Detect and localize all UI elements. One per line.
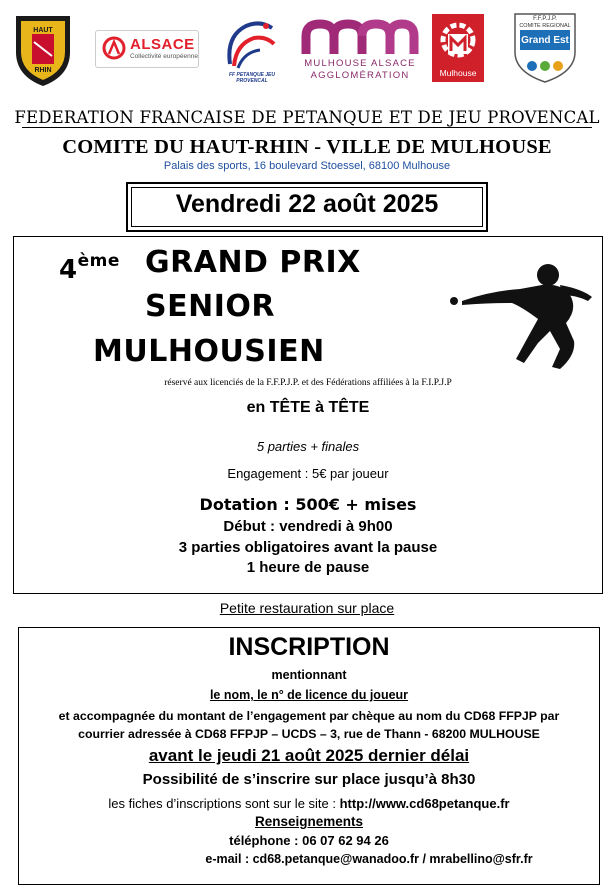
event-date: Vendredi 22 août 2025 [175, 190, 439, 218]
comite-title: COMITE DU HAUT-RHIN - VILLE DE MULHOUSE [62, 136, 552, 158]
registration-title: INSCRIPTION [228, 633, 390, 661]
break-duration: 1 heure de pause [246, 559, 370, 576]
registration-mentioning: mentionnant [271, 668, 347, 682]
alsace-subtitle: Collectivité européenne [130, 53, 198, 60]
petanque-player-icon [442, 245, 602, 375]
registration-mail-address: courrier adressée à CD68 FFPJP – UCDS – 3, rue de Thann - 68200 MULHOUSE [78, 727, 540, 741]
m2a-line2: AGGLOMÉRATION [310, 70, 410, 81]
contact-phone: téléphone : 06 07 62 94 26 [229, 833, 389, 848]
venue-address: Palais des sports, 16 boulevard Stoessel, 68100 Mulhouse [163, 160, 451, 172]
date-box [126, 182, 488, 232]
contact-email[interactable]: e-mail : cd68.petanque@wanadoo.fr / mrabellino@sfr.fr [205, 852, 533, 866]
federation-title: FEDERATION FRANCAISE DE PETANQUE ET DE JEU PROVENCAL [14, 108, 600, 127]
haut-rhin-text-bottom: RHIN [34, 67, 52, 74]
registration-deadline: avant le jeudi 21 août 2025 dernier délai [148, 746, 470, 765]
alsace-logo-icon [102, 36, 126, 60]
haut-rhin-crest-icon [12, 12, 74, 88]
website-link[interactable]: http://www.cd68petanque.fr [339, 796, 510, 811]
onsite-registration-note: Possibilité de s’inscrire sur place jusqu’à 8h30 [142, 771, 476, 788]
m2a-line1: MULHOUSE ALSACE [304, 58, 416, 69]
event-title-line3: MULHOUSIEN [93, 334, 325, 369]
event-edition [59, 251, 120, 285]
registration-required-info: le nom, le n° de licence du joueur [209, 688, 409, 702]
registration-box [18, 627, 600, 885]
mulhouse-text: Mulhouse [439, 68, 477, 78]
grand-est-line1: F.F.P.J.P. [533, 16, 557, 22]
prize-pool: Dotation : 500€ + mises [199, 495, 417, 514]
registration-payment-note: et accompagnée du montant de l’engagement par chèque au nom du CD68 FFPJP par [58, 709, 560, 723]
entry-fee: Engagement : 5€ par joueur [227, 466, 389, 481]
ffpjp-logo [220, 14, 284, 84]
mulhouse-logo-icon [432, 14, 484, 66]
event-details-box [13, 236, 603, 594]
game-mode: en TÊTE à TÊTE [246, 399, 370, 416]
eligibility-note: réservé aux licenciés de la F.F.P.J.P. et des Fédérations affiliées à la F.I.P.J.P [164, 378, 452, 388]
mulhouse-logo [432, 14, 484, 82]
registration-forms-prefix: les fiches d’inscriptions sont sur le site : [108, 796, 340, 811]
event-title-line2: SENIOR [145, 289, 275, 324]
m2a-logo [300, 18, 420, 84]
event-number: 4 [59, 255, 78, 285]
haut-rhin-text-top: HAUT [33, 27, 53, 34]
alsace-title: ALSACE [130, 36, 195, 53]
grand-est-line3: Grand Est [520, 30, 570, 50]
grand-est-logo [512, 12, 578, 84]
alsace-logo [95, 30, 199, 68]
grand-est-line2: COMITE REGIONAL [519, 23, 571, 29]
rounds-info: 5 parties + finales [256, 439, 360, 454]
mandatory-rounds: 3 parties obligatoires avant la pause [178, 539, 438, 556]
event-title-line1: GRAND PRIX [145, 245, 361, 280]
event-number-suffix: ème [77, 251, 120, 271]
info-heading: Renseignements [254, 814, 364, 829]
federation-underline [22, 127, 592, 128]
catering-note: Petite restauration sur place [219, 600, 395, 616]
ffpjp-text: FF PETANQUE JEU PROVENCAL [228, 72, 276, 84]
rooster-icon [220, 14, 284, 72]
start-time: Début : vendredi à 9h00 [223, 518, 393, 535]
m2a-logo-icon [300, 18, 420, 58]
registration-forms-note [19, 796, 599, 811]
